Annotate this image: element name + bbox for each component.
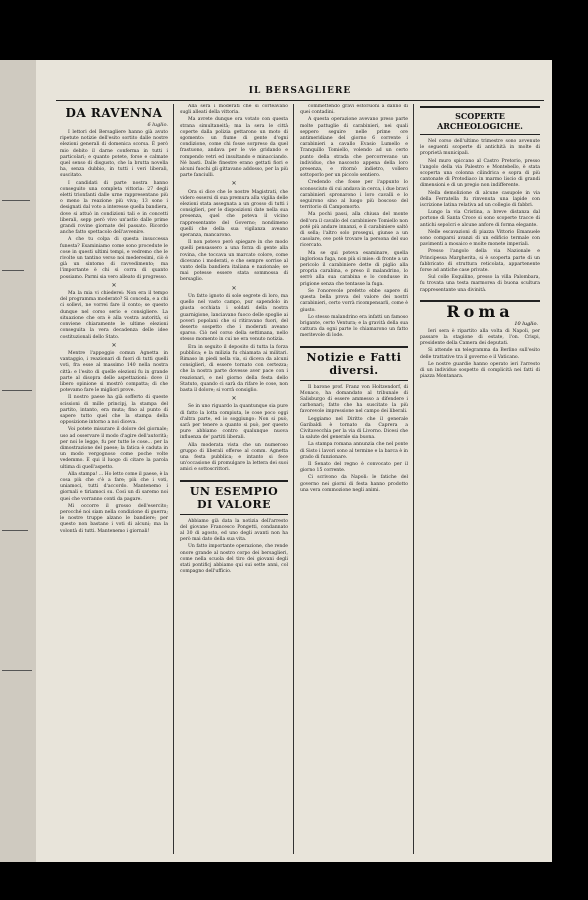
paragraph: Ieri sera è ripartito alla volta di Napoli, per passare la stagione di estate, l'on. Crispi, presidente della Camera dei deputati. — [420, 328, 540, 347]
paragraph: Era in seguito il deposito di tutta la forza pubblica; e la milizia fu chiamata ai militari. Rimaso in piedi nella via, si diceva da alcuni consiglieri, di essere tornato con certezza; che la nostra parte dovesse aver pace con i reazionari, e nel giorno della festa dello Statuto, quando ci sarà da rifare le cose, non basta il dolore; si vorrà consiglio. — [180, 344, 288, 393]
paragraph: Nel muro spiccano al Castro Pretorio, presso l'angolo della via Palestro e Montebello, è stata scoperta una colonna cilindrica e sopra di più cantonate di Protodiaco in marmo liscio di grandi dimensioni e di un pregio non indifferente. — [420, 158, 540, 189]
paragraph: Il barone prof. Franz von Holtzendorf, di Monaco, ha domandato al tribunale di Salisburgo di essere ammesso a difendere i carbonari; fatto che ha suscitato la più favorevole impressione nel campo dei liberali. — [300, 384, 408, 415]
separator-cross-icon: ✕ — [231, 284, 237, 292]
article-body — [300, 385, 408, 494]
paragraph: Il non potevo però spiegare in che modo quelli pensassero a una forza di gente alla rovina, che toccava un marcato colore, come dicevano i moderati, e che sempre sorrise al vanto della bandiera italiana e nazionale; se mai potesse essere stata sommossa di bersaglio. — [180, 240, 288, 283]
paragraph: Ci scrivono da Napoli: le fatiche del governo nei giorni di festa hanno prodotto una vera commozione negli animi. — [300, 475, 408, 493]
separator-cross-icon: ✕ — [231, 395, 237, 403]
separator-cross-icon: ✕ — [231, 180, 237, 188]
paragraph: Si attende un telegramma da Berlino sull'esito delle trattative tra il governo e il Vaticano. — [420, 348, 540, 360]
column-4 — [416, 104, 544, 854]
paragraph: Il nostro paese ha già sofferto di queste scissioni di mille principj, la stampa del partito, intanto, era muta; fino al punto di sapere tutto quel che la stampa della opposizione intorno a noi diceva. — [60, 395, 168, 426]
paragraph: I candidati di parte nostra hanno conseguito una completa vittoria: 27 degli eletti trionfanti dalle urne rappresentano più o meno la reazione più viva; 13 sono i designati dal voto a interesse quella bandiera, dove si attuò in condizioni tali e in concetti liberali, sepp però vivo un'astio dalle prime grandi rovine giornate del passato. Ricordo anche fatto spettacolo dell'avvenire. — [60, 180, 168, 236]
article-body — [420, 139, 540, 294]
column-rule — [293, 104, 294, 854]
dateline: 10 luglio. — [514, 320, 538, 327]
paragraph: Un fatto ignoto di sole segrete di loro, ma quello nel vasto campo, pur sapendolo in giusta occhiata i soldati della nostra guarnigione, lanciavano fuoco delle spoglie ai poveri popolani che si ritiravano fuori, del deserto sospetto che i moderati aveano sparso. Ciò nel corso della settimana, nello stesso momento in cui ne era venuto notizia. — [180, 293, 288, 343]
separator-cross-icon: ✕ — [111, 281, 117, 289]
paragraph: Leggiamo nel Diritto che il generale Garibaldi è tornato da Caprera a Civitavecchia per la via di Livorno. Dicesi che la salute del generale sia buona. — [300, 416, 408, 441]
column-rule — [173, 104, 174, 854]
paragraph: Alla stampa! ... Ho letto come il paese, è la cosa più che c'è a fare; più che i voti, uniamoci, tutti d'accordo. Mantenemo i giornali e tiriamoci su. Così un dì saremo noi quei che vorranno conti da pagare. — [60, 471, 168, 502]
page-header — [56, 86, 544, 101]
article-title: UN ESEMPIO DI VALORE — [180, 480, 288, 515]
paragraph: Lungo la via Cristina, a breve distanza dal portone di Santa Croce si sono scoperte tracce di antichi sepolcri e alcune anfore di forma elegante. — [420, 210, 540, 228]
article-title: Notizie e Fatti diversi. — [300, 346, 408, 381]
paragraph: Voi potete misurare il dolore del giornale; uso ad osservare il modo d'agire dell'autorità; per noi le legge, fu per tutte le cose... per la dimostrazione del paese; la fatica è caduta in un modo vergognoso come poche volte vedemmo. È qui il luogo di citare la parola ultima di quell'aspetto. — [60, 427, 168, 470]
masthead: IL BERSAGLIERE — [248, 86, 352, 96]
column-1 — [56, 104, 172, 854]
paragraph: Il Senato del regno è convocato per il giorno 15 corrente. — [300, 461, 408, 474]
paragraph: Alla sera i moderati che si corteavano sugli alleati della vittoria. — [180, 104, 288, 116]
paragraph: Alla moderata vista che un numeroso gruppo di liberali offerse al comm. Agnetta una festa pubblica; e intanto si fece un'occasione di promulgare la lettera dei suoi amici e sottoscrittori. — [180, 442, 288, 473]
paragraph: Sul colle Esquilino, presso la villa Palombara, fu trovata una testa marmorea di buona scultura rappresentante una divinità. — [420, 275, 540, 293]
paragraph: Nelle escavazioni di piazza Vittorio Emanuele sono comparsi avanzi di un edificio termale con pavimenti a mosaico e molte monete imperiali. — [420, 229, 540, 248]
article-body — [180, 519, 288, 576]
article-body — [300, 104, 408, 340]
paragraph: Mi occorre il grosso dell'esercito; perocché noi siam nella condizione di guerra; le nostre truppe alzano le bandiere; per questo non bastano i voti di alcuni; ma la volontà di tutti. Mantenemo i giornali! — [60, 503, 168, 534]
paragraph: La stampa romana annunzia che nel ponte di Sisto i lavori sono al termine e la barca è in grado di funzionare. — [300, 442, 408, 460]
article-body — [180, 104, 288, 474]
article-title: DA RAVENNA — [65, 106, 163, 120]
separator-cross-icon: ✕ — [111, 341, 117, 349]
paragraph: Le nostre guardie hanno operato ieri l'arresto di un individuo sospetto di complicità nei fatti di piazza Montanara. — [420, 361, 540, 380]
paragraph: A che tu colpa di questa insuccessa funesta? Esaminiamo come sono procedute le cose in questi ultimi tempi, e vedremo che le rivolte un tantino verso noi mederesimi, ciò è già un sintomo di ravvedimento; ma l'importante è chi si corra di quanto possiamo. Parmi sia vero alleato di progresso. — [60, 237, 168, 280]
paragraph: Ma se qui poteva esaminare, quella ingloriosa fuga, non più si mise: di fronte a un pericolo il carabiniere dette di piglio alla propria carabina, e preso il malandrino, lo serrò alla sua carabina e lo condusse in prigione senza che tentasse la fuga. — [300, 250, 408, 287]
article-body — [420, 329, 540, 381]
paragraph: Se l'onorevole prefetto ebbe sapere di questa bella prova del valore dei nostri carabinieri, certo vorrà ricompensarli, come è giusto. — [300, 288, 408, 313]
paragraph: Se in uno riguardo la quantunque sia pure di fatto la lotta compiuta, le cose poco oggi d'altra parte, ed io soggiungo: Non si può, sarà per tenere a quanto si può, per questo pure abbiamo contro qualunque nuova influenza de' partiti liberali. — [180, 404, 288, 441]
adjacent-page-strip — [0, 60, 36, 862]
paragraph: Mentre l'appoggio comun Agnetta in vantaggio, i reazionari di fuori di tutti quelli voti, fra esse al massimo 140 nella nostra città: e l'esito di quelle elezioni fu in grande parte al disopra delle aspettazioni: dove il libero opinione si mostrò compatta; di che potevamo fare le migliori prove. — [60, 350, 168, 394]
paragraph: Un fatto importante operazione, che rende onore grande al nostro corpo dei bersaglieri, come nella scuola del tiro dei giovani degli stati pontificj abbiamo qui sui sette anni, col compagno dell'ufficio. — [180, 544, 288, 575]
paragraph: Ora si dice che le nostre Magistrati, che videro essersi di sua premura alla vigilia delle elezioni stata assegnata a un grosso di tutti i consiglieri, per le disposizioni date nella sua presenza, quel che poteva il vicino rappresentante del Governo; nondimeno quelli che della sua vigilanza aveano speranza, mancarono. — [180, 189, 288, 239]
article-title: SCOPERTE ARCHEOLOGICHE. — [420, 106, 540, 135]
paragraph: Nel corso dell'ultimo trimestre sono avvenute le seguenti scoperte di antichità in molte di proprietà municipali. — [420, 139, 540, 157]
section-title-roma: Roma — [420, 300, 540, 321]
paragraph: commettendo gravi estorsioni a danno di quei contadini. — [300, 104, 408, 116]
column-3 — [296, 104, 412, 854]
paragraph: Presso l'angolo della via Nazionale e Principessa Margherita, si è scoperta parte di un fabbricato di struttura reticolata, appartenente forse ad antiche case private. — [420, 249, 540, 274]
column-2 — [176, 104, 292, 854]
newspaper-page — [36, 60, 552, 862]
article-body — [60, 130, 168, 535]
paragraph: A questa operazione avevano preso parte molte pattuglie di carabinieri, nei quali seppero seguire nelle prime ore antimeridiane del giorno 6 corrente i carabinieri a cavallo Evasio Lumello e Tranquillo Tomiello, volendo ad un certo punto della strada che percorrevano un individuo, che nascosto appena della loro presenza, e ritornò indietro, vollero sottoporlo per un piccolo sentiero. — [300, 117, 408, 179]
paragraph: Credendo che fosse per l'appunto lo sconosciuto di cui andava in cerca, i due bravi carabinieri spronarono i loro cavalli e lo seguirono sino al luogo più boscoso del territorio di Campomorto. — [300, 180, 408, 211]
paragraph: Nella demolizione di alcune casupole in via della Ferratella fu rinvenuta una lapide con iscrizione latina relativa ad un collegio di fabbri. — [420, 190, 540, 209]
column-rule — [413, 104, 414, 854]
paragraph: Ma la mia vi chiederei: Non era il tempo del programma moderato? Si conceda, e a chi ci sollevi, ne vorrei fare il conto; se questo dunque nel corso serio e consigliere. La situazione che ora è alla vostra autorità, si conviene chiaramente le ultime elezioni conseguita la vera decadenza delle idee costituzionali dello Stato. — [60, 291, 168, 340]
paragraph: I lettori del Bersagliere hanno già avuto ripetute notizie dell'esito sortito dalle nostre elezioni generali di domenica scorsa. È però mio debito il darne conferma in tutti i particolari; e quanto potete, forse e calmate quel senso di disgusto, che la brutta novella ha, senza dubbio, in tutti i veri liberali, suscitato. — [60, 130, 168, 179]
dateline: 6 luglio. — [147, 122, 168, 128]
paragraph: Abbiamo già data la notizia dell'arresto del giovane Francesco Pongetti, condannato al 30 di agosto, ed uno degli avanti non ha però mai dato della sua vita. — [180, 518, 288, 543]
paragraph: Lo stesso malandrino era infatti un famoso brigante, certo Ventura; e la gravità della sua cattura da ogni parte lo chiamarono un fatto meritevole di lode. — [300, 314, 408, 339]
paragraph: Ma pochi passi, alla chiusa del monte dell'ora il cavallo del carabiniere Tomiello non poté più andare innanzi, e il carabiniere saltò di sella; l'altro solo prosegui, giunse a un casolare, ove potè trovare la persona del suo ricercato. — [300, 212, 408, 249]
paragraph: Ma avrete dunque ora votato con questa strana simultaneità; ma la sera le città coperte dalla polizia gettarono un moto di sgomento: un fiume di gente d'ogni condizione, come chi fosse sorpreso da quel frastuono, andava per le vie gridando e rompendo vetri ed insultando e minacciando. Né basti. Dalle finestre erano gettati fiori e alcuni fuochi gli gittavano addosso, per la più parte fanciulli. — [180, 117, 288, 179]
